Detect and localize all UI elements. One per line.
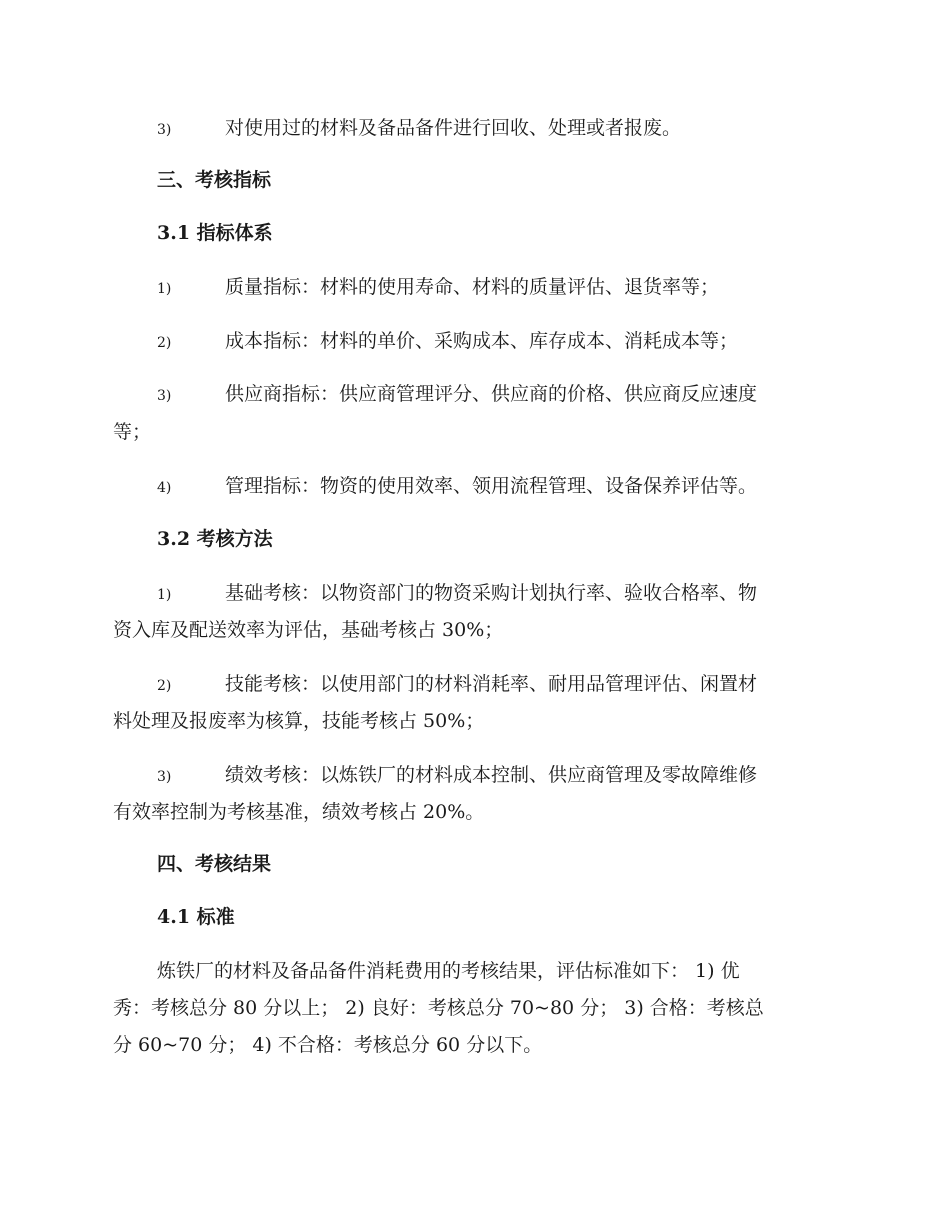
item-text: 供应商指标：供应商管理评分、供应商的价格、供应商反应速度	[225, 383, 758, 405]
item-number: 1)	[157, 587, 172, 603]
list-item	[113, 758, 838, 794]
paragraph-line: 分 60~70 分； 4) 不合格：考核总分 60 分以下。	[113, 1034, 543, 1056]
item-text: 技能考核：以使用部门的材料消耗率、耐用品管理评估、闲置材	[225, 673, 758, 695]
item-number: 2)	[157, 335, 172, 351]
item-text: 绩效考核：以炼铁厂的材料成本控制、供应商管理及零故障维修	[225, 764, 758, 786]
item-text-continuation: 料处理及报废率为核算，技能考核占 50%；	[113, 710, 485, 732]
list-item	[113, 469, 838, 505]
item-number: 3)	[157, 388, 172, 404]
item-text: 管理指标：物资的使用效率、领用流程管理、设备保养评估等。	[225, 475, 758, 497]
subsection-heading: 3.1 指标体系	[157, 222, 273, 244]
item-text-continuation: 有效率控制为考核基准，绩效考核占 20%。	[113, 801, 485, 823]
paragraph-line: 炼铁厂的材料及备品备件消耗费用的考核结果，评估标准如下： 1) 优	[157, 960, 740, 982]
item-text: 对使用过的材料及备品备件进行回收、处理或者报废。	[225, 117, 682, 139]
list-item	[113, 576, 838, 612]
section-heading: 三、考核指标	[157, 169, 272, 191]
list-item	[113, 377, 838, 413]
item-number: 3)	[157, 769, 172, 785]
item-text-continuation: 资入库及配送效率为评估，基础考核占 30%；	[113, 619, 504, 641]
list-item	[113, 324, 838, 360]
list-item	[113, 111, 838, 147]
item-text-continuation: 等；	[113, 421, 152, 443]
subsection-heading: 4.1 标准	[157, 906, 235, 928]
list-item	[113, 270, 838, 306]
item-text: 质量指标：材料的使用寿命、材料的质量评估、退货率等；	[225, 276, 720, 298]
item-number: 4)	[157, 480, 172, 496]
subsection-heading: 3.2 考核方法	[157, 528, 273, 550]
item-number: 2)	[157, 678, 172, 694]
item-number: 3)	[157, 122, 172, 138]
paragraph-line: 秀：考核总分 80 分以上； 2) 良好：考核总分 70~80 分； 3) 合格：考核总	[113, 997, 764, 1019]
item-number: 1)	[157, 281, 172, 297]
list-item	[113, 667, 838, 703]
item-text: 基础考核：以物资部门的物资采购计划执行率、验收合格率、物	[225, 582, 758, 604]
item-text: 成本指标：材料的单价、采购成本、库存成本、消耗成本等；	[225, 330, 739, 352]
section-heading: 四、考核结果	[157, 853, 272, 875]
